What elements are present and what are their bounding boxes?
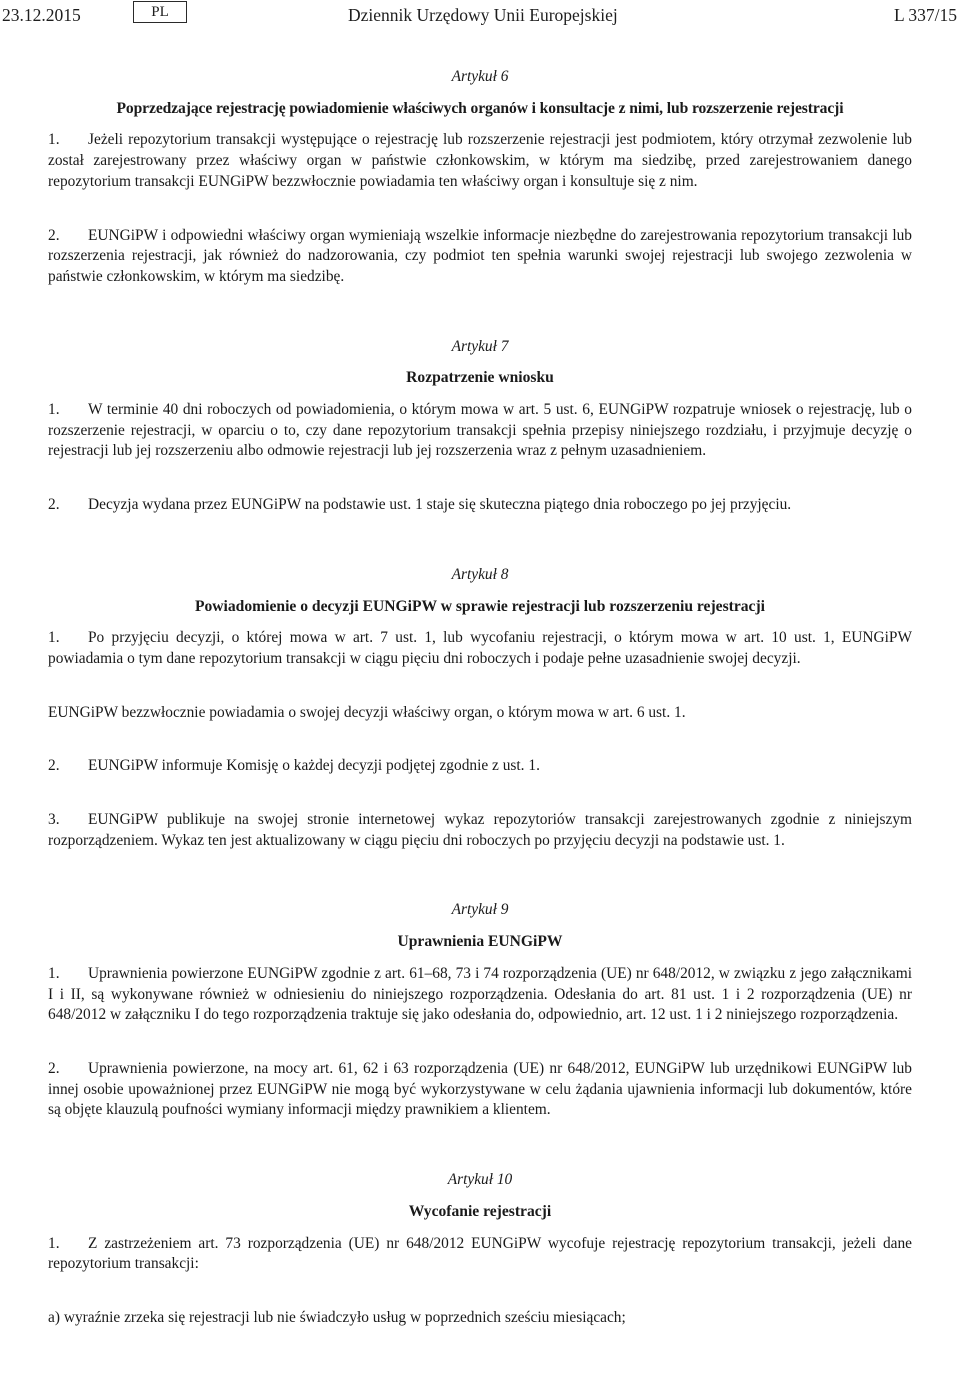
article-8-paragraph-2: 2. EUNGiPW informuje Komisję o każdej decyzji podjętej zgodnie z ust. 1. xyxy=(48,757,540,775)
article-9-paragraph-1: 1. Uprawnienia powierzone EUNGiPW zgodnie z art. 61–68, 73 i 74 rozporządzenia (UE) nr 648/2012, w związku z jego załącznikami I i II, są wykonywane również w odniesieniu do niniejszego rozporządzenia. Odesłania do art. 81 ust. 1 i 2 rozporządzenia (UE) nr 648/2012 w załączniku I do tego rozporządzenia traktuje się jako odesłania do, odpowiednio, art. 12 ust. 1 i 2 niniejszego rozporządzenia. xyxy=(48,964,912,1024)
article-8-title: Powiadomienie o decyzji EUNGiPW w sprawie rejestracji lub rozszerzeniu rejestracji xyxy=(194,597,766,615)
article-6-paragraph-2: 2. EUNGiPW i odpowiedni właściwy organ wymieniają wszelkie informacje niezbędne do zarejestrowania repozytorium transakcji lub rozszerzenia rejestracji, jak również do nadzorowania, czy podmiot ten spełnia warunki swojej rejestracji lub swojego zezwolenia w państwie członkowskim, w którym ma siedzibę. xyxy=(48,226,912,285)
article-6-paragraph-1: 1. Jeżeli repozytorium transakcji występujące o rejestrację lub rozszerzenie rejestracji jest podmiotem, który otrzymał zezwolenie lub został zarejestrowany przez właściwy organ w państwie członkowskim, w którym ma siedzibę, przed zarejestrowaniem danego repozytorium transakcji EUNGiPW bezzwłocznie powiadamia ten właściwy organ i konsultuje się z nim. xyxy=(48,131,912,190)
article-6-title: Poprzedzające rejestrację powiadomienie właściwych organów i konsultacje z nimi, lub rozszerzenie rejestracji xyxy=(116,99,844,117)
article-8-paragraph-1-continued: EUNGiPW bezzwłocznie powiadamia o swojej decyzji właściwy organ, o którym mowa w art. 6 ust. 1. xyxy=(48,703,686,721)
article-8-paragraph-1: 1. Po przyjęciu decyzji, o której mowa w art. 7 ust. 1, lub wycofaniu rejestracji, o którym mowa w art. 10 ust. 1, EUNGiPW powiadamia o tym dane repozytorium transakcji w ciągu pięciu dni roboczych i podaje pełne uzasadnienie swojej decyzji. xyxy=(48,629,912,667)
language-box: PL xyxy=(133,1,187,23)
publication-date: 23.12.2015 xyxy=(2,5,81,25)
article-8-paragraph-3: 3. EUNGiPW publikuje na swojej stronie internetowej wykaz repozytoriów transakcji zarejestrowanych zgodnie z niniejszym rozporządzeniem. Wykaz ten jest aktualizowany w ciągu pięciu dni roboczych po przyjęciu decyzji na podstawie ust. 1. xyxy=(48,811,912,849)
page-header xyxy=(0,0,960,34)
document-body xyxy=(48,67,912,1329)
article-7-title: Rozpatrzenie wniosku xyxy=(406,369,554,387)
journal-title: Dziennik Urzędowy Unii Europejskiej xyxy=(348,5,618,25)
article-8-number: Artykuł 8 xyxy=(451,565,509,583)
article-10-item-a: a) wyraźnie zrzeka się rejestracji lub nie świadczyło usług w poprzednich sześciu miesiącach; xyxy=(48,1308,626,1326)
article-10-title: Wycofanie rejestracji xyxy=(408,1202,552,1220)
journal-reference: L 337/15 xyxy=(893,5,957,25)
article-7-paragraph-2: 2. Decyzja wydana przez EUNGiPW na podstawie ust. 1 staje się skuteczna piątego dnia roboczego po jej przyjęciu. xyxy=(48,496,792,514)
article-9-number: Artykuł 9 xyxy=(451,901,509,919)
article-7-number: Artykuł 7 xyxy=(451,337,509,355)
article-9-paragraph-2: 2. Uprawnienia powierzone, na mocy art. 61, 62 i 63 rozporządzenia (UE) nr 648/2012, EUNGiPW lub urzędnikowi EUNGiPW lub innej osobie upoważnionej przez EUNGiPW nie mogą być wykorzystywane w celu żądania ujawnienia informacji lub dokumentów, które są objęte klauzulą poufności wymiany informacji między prawnikiem a klientem. xyxy=(48,1059,912,1119)
article-10-number: Artykuł 10 xyxy=(447,1171,513,1189)
article-6-number: Artykuł 6 xyxy=(451,68,509,85)
article-10-paragraph-1: 1. Z zastrzeżeniem art. 73 rozporządzenia (UE) nr 648/2012 EUNGiPW wycofuje rejestrację repozytorium transakcji, jeżeli dane repozytorium transakcji: xyxy=(48,1234,912,1273)
article-7-paragraph-1: 1. W terminie 40 dni roboczych od powiadomienia, o którym mowa w art. 5 ust. 6, EUNGiPW rozpatruje wniosek o rejestrację, lub o rozszerzenie rejestracji, w oparciu o to, czy dane repozytorium transakcji spełnia przepisy niniejszego rozdziału, i przyjmuje decyzję o rejestracji lub jej rozszerzeniu albo odmowie rejestracji lub jej rozszerzenia wraz z pełnym uzasadnieniem. xyxy=(48,401,912,460)
article-9-title: Uprawnienia EUNGiPW xyxy=(397,933,563,951)
